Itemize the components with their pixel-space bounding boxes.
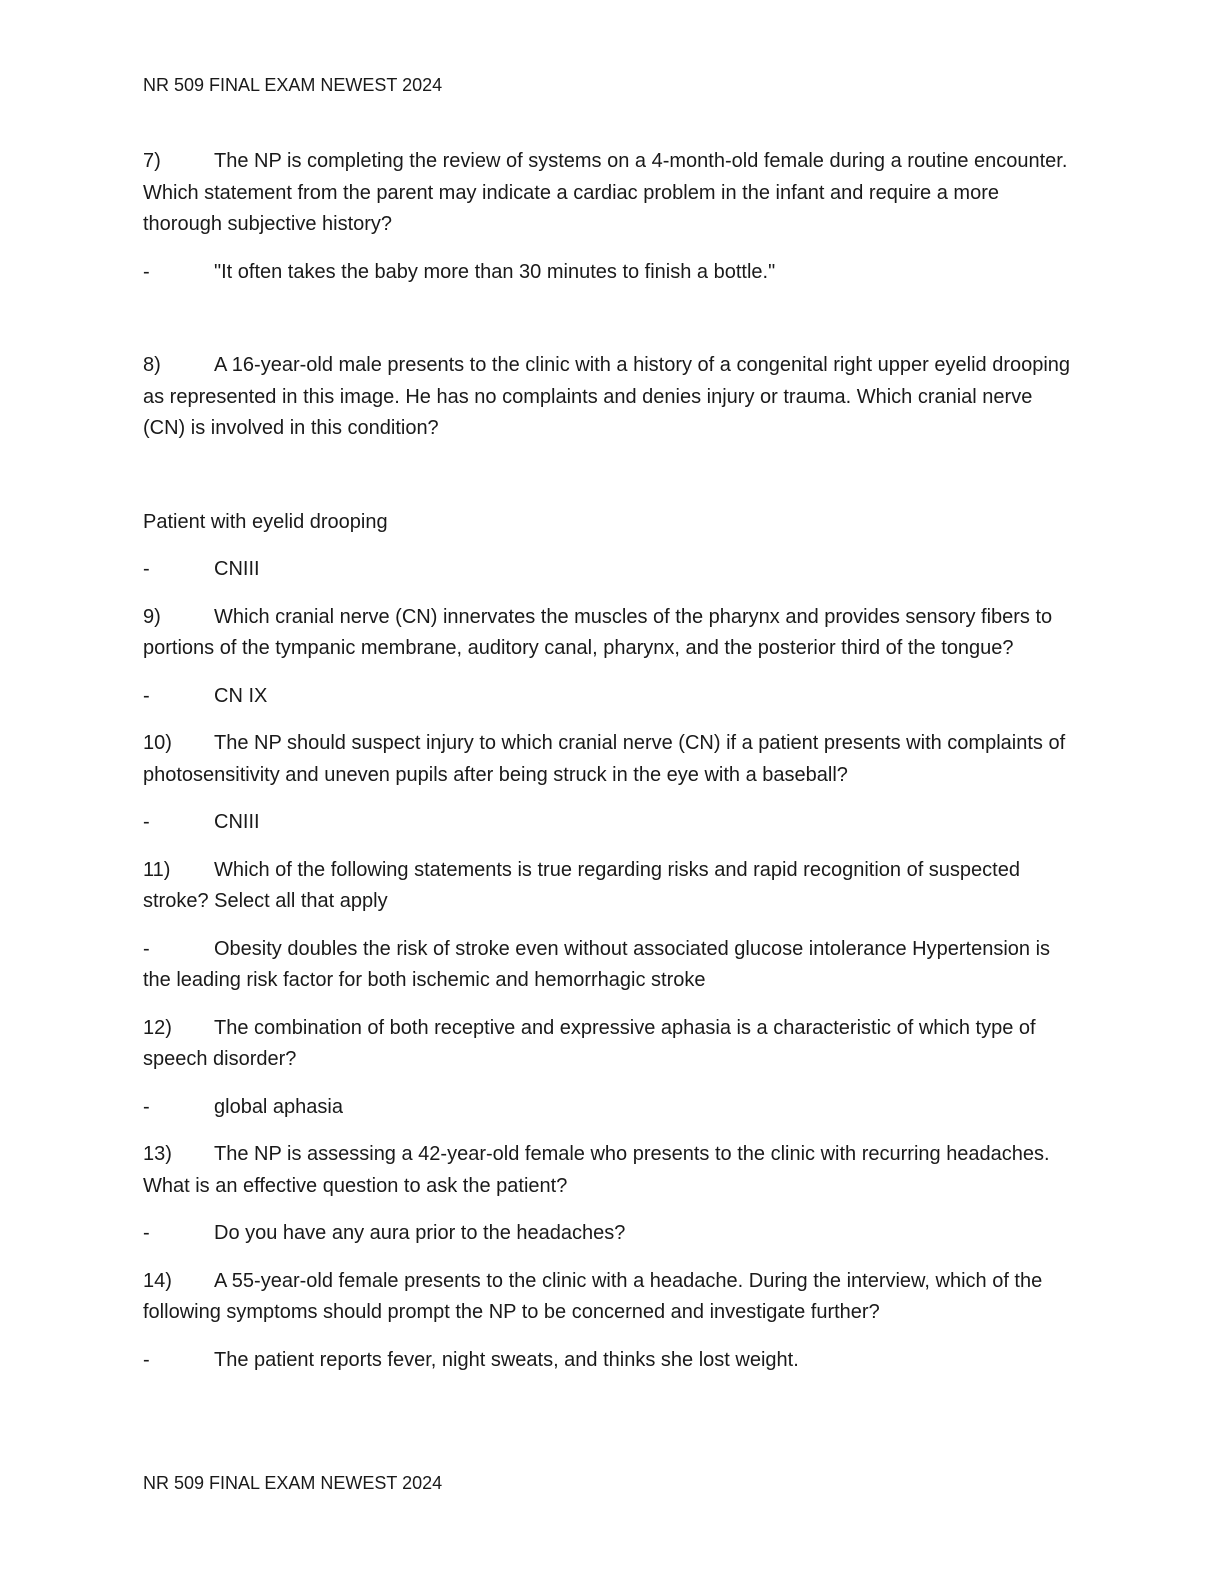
question-number: 7) — [143, 150, 161, 172]
question-number: 14) — [143, 1269, 172, 1292]
answer-9 — [143, 681, 1078, 713]
answer-text: CNIII — [214, 558, 260, 580]
answer-dash: - — [143, 684, 150, 707]
question-number: 10) — [143, 732, 172, 754]
question-14 — [143, 1266, 1078, 1329]
question-text: The combination of both receptive and expressive aphasia is a characteristic of which type of speech disorder? — [143, 1016, 1036, 1070]
question-number: 8) — [143, 354, 161, 376]
question-text: A 55-year-old female presents to the clinic with a headache. During the interview, which of the following symptoms should prompt the NP to be concerned and investigate further? — [143, 1269, 1043, 1323]
answer-text: CNIII — [214, 811, 260, 833]
answer-dash: - — [143, 1095, 150, 1118]
answer-dash: - — [143, 260, 150, 283]
question-text: The NP is assessing a 42-year-old female who presents to the clinic with recurring headaches. What is an effective question to ask the patient? — [143, 1143, 1050, 1197]
answer-text: CN IX — [214, 684, 268, 707]
answer-13 — [143, 1218, 1078, 1250]
question-number: 9) — [143, 605, 161, 628]
page-footer: NR 509 FINAL EXAM NEWEST 2024 — [143, 1473, 443, 1493]
page-header: NR 509 FINAL EXAM NEWEST 2024 — [143, 75, 443, 95]
page-content — [143, 146, 1078, 1376]
question-8 — [143, 350, 1078, 445]
question-text: The NP should suspect injury to which cranial nerve (CN) if a patient presents with complaints of photosensitivity and uneven pupils after being struck in the eye with a baseball? — [143, 732, 1066, 786]
question-11 — [143, 855, 1078, 918]
question-text: Which cranial nerve (CN) innervates the muscles of the pharynx and provides sensory fibers to portions of the tympanic membrane, auditory canal, pharynx, and the posterior third of the tongue? — [143, 605, 1053, 659]
answer-text: Do you have any aura prior to the headaches? — [214, 1222, 626, 1244]
answer-dash: - — [143, 558, 150, 580]
question-9 — [143, 602, 1078, 665]
question-text: The NP is completing the review of systems on a 4-month-old female during a routine encounter. Which statement from the parent may indicate a cardiac problem in the infant and require a more thorough subjective history? — [143, 150, 1068, 235]
question-number: 11) — [143, 858, 171, 881]
answer-text: global aphasia — [214, 1095, 343, 1118]
question-text: Which of the following statements is true regarding risks and rapid recognition of suspected stroke? Select all that apply — [143, 858, 1020, 912]
answer-11 — [143, 934, 1078, 997]
question-text: A 16-year-old male presents to the clinic with a history of a congenital right upper eyelid drooping as represented in this image. He has no complaints and denies injury or trauma. Which cranial nerve (CN) is involved in this condition? — [143, 354, 1071, 439]
answer-dash: - — [143, 811, 150, 833]
question-number: 12) — [143, 1016, 172, 1039]
question-12 — [143, 1013, 1078, 1076]
answer-dash: - — [143, 1222, 150, 1244]
question-13 — [143, 1139, 1078, 1202]
answer-10 — [143, 807, 1078, 839]
question-7 — [143, 146, 1078, 241]
answer-text: The patient reports fever, night sweats, and thinks she lost weight. — [214, 1348, 799, 1371]
question-number: 13) — [143, 1143, 172, 1165]
question-10 — [143, 728, 1078, 791]
answer-7 — [143, 257, 1078, 289]
image-caption: Patient with eyelid drooping — [143, 510, 388, 533]
answer-text: Obesity doubles the risk of stroke even without associated glucose intolerance Hypertension is the leading risk factor for both ischemic and hemorrhagic stroke — [143, 937, 1051, 991]
answer-12 — [143, 1092, 1078, 1124]
answer-dash: - — [143, 1348, 150, 1371]
answer-8 — [143, 554, 1078, 586]
answer-text: "It often takes the baby more than 30 minutes to finish a bottle." — [214, 260, 776, 283]
answer-dash: - — [143, 937, 150, 960]
answer-14 — [143, 1345, 1078, 1377]
